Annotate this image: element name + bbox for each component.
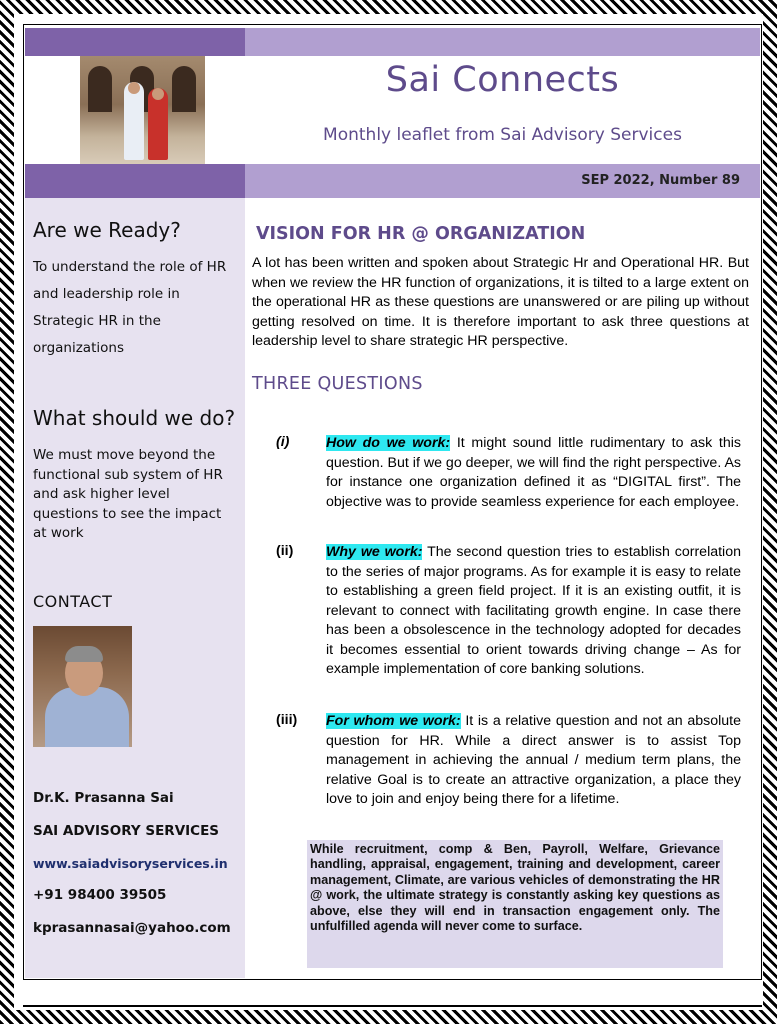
question-number: (iii): [276, 712, 298, 728]
question-label: How do we work:: [326, 435, 451, 451]
ready-text: To understand the role of HR and leadership role in Strategic HR in the organizations: [33, 259, 227, 356]
question-label: For whom we work:: [326, 713, 461, 729]
header-photo: [80, 56, 205, 164]
question-number: (ii): [276, 543, 294, 559]
page-subtitle: Monthly leaflet from Sai Advisory Services: [323, 125, 682, 145]
issue-label: SEP 2022, Number 89: [581, 173, 740, 188]
do-heading: What should we do?: [33, 406, 236, 430]
question-label: Why we work:: [326, 544, 423, 560]
issue-band-left: [25, 164, 245, 198]
do-text: We must move beyond the functional sub system of HR and ask higher level questions to see the impact at work: [33, 447, 223, 541]
question-body: The second question tries to establish correlation to the series of major programs. As for example it is easy to relate to establishing a green field project. If it is an existing outfit, it is relevant to connect with facilitating growth engine. In case there has been a obsolescence in the technology adopted for decades it becomes essential to orient towards driving change – As for example implementation of core banking solutions.: [326, 544, 741, 677]
leaflet-page: [25, 26, 760, 978]
contact-phone: +91 98400 39505: [33, 887, 167, 903]
question-body: It is a relative question and not an absolute question for HR. While a direct answer is to assist Top management in achieving the annual / medium term plans, the relative Goal is to create an attractive organization, a place they love to join and enjoy being there for a lifetime.: [326, 713, 741, 807]
question-text: [326, 434, 741, 512]
contact-website-link[interactable]: www.saiadvisoryservices.in: [33, 856, 228, 871]
intro-paragraph: A lot has been written and spoken about Strategic Hr and Operational HR. But when we review the HR function of organizations, it is tilted to a large extent on the operational HR as these questions are unanswered or are piling up without getting resolved on time. It is therefore important to ask three questions at leadership level to share strategic HR perspective.: [252, 255, 749, 349]
contact-company: SAI ADVISORY SERVICES: [33, 823, 220, 839]
question-number: (i): [276, 434, 290, 450]
header-band-left: [25, 28, 245, 56]
contact-email-link[interactable]: kprasannasai@yahoo.com: [33, 920, 231, 936]
contact-heading: CONTACT: [33, 592, 113, 611]
callout-box: [307, 840, 723, 968]
contact-photo: [33, 626, 132, 747]
contact-name: Dr.K. Prasanna Sai: [33, 790, 174, 806]
questions-title: THREE QUESTIONS: [252, 374, 423, 394]
sidebar: [25, 198, 245, 978]
page-title: Sai Connects: [385, 60, 620, 100]
ready-heading: Are we Ready?: [33, 218, 181, 242]
callout-text: While recruitment, comp & Ben, Payroll, Welfare, Grievance handling, appraisal, engagement, training and development, career management, Climate, are various vehicles of demonstrating the HR @ work, the ultimate strategy is constantly asking key questions as above, else they will end in transaction engagement only. The unfulfilled agenda will never come to surface.: [310, 842, 720, 934]
bottom-divider: [23, 1005, 762, 1007]
question-text: [326, 543, 741, 680]
header-band-right: [245, 28, 760, 56]
question-text: [326, 712, 741, 810]
question-body: It might sound little rudimentary to ask this question. But if we go deeper, we will find the right perspective. As for instance one organization defined it as “DIGITAL first”. The objective was to provide seamless experience for each employee.: [326, 435, 742, 510]
section-title: VISION FOR HR @ ORGANIZATION: [256, 224, 586, 244]
